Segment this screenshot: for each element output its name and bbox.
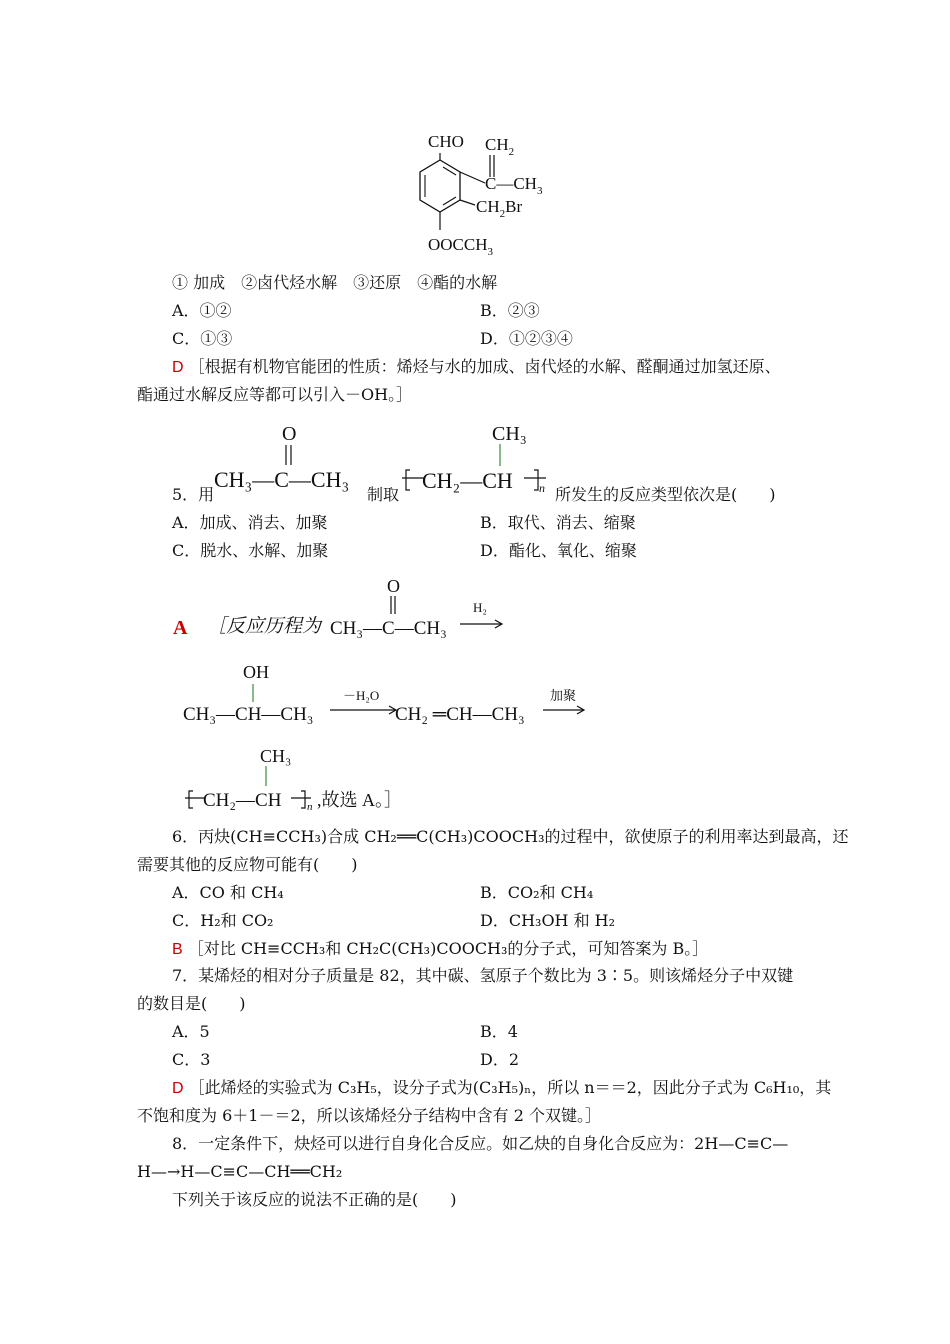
q7-option-c: C．3	[172, 1050, 211, 1069]
acetone-o-2: O	[387, 576, 400, 596]
q4-option-a: A．①②	[172, 301, 232, 320]
ch2-top-label: $CH_2$	[485, 135, 515, 158]
acetone-structure	[212, 420, 372, 500]
polymerize-label: 加聚	[550, 688, 577, 703]
q6-option-b: B．CO₂和 CH₄	[480, 883, 594, 902]
answer-letter: D	[172, 359, 184, 376]
minus-water: －H₂O	[343, 688, 380, 703]
q6-answer	[172, 939, 708, 960]
acetone-chain-2: CH₃—C—CH₃	[330, 618, 447, 639]
q7-explanation-1: ［此烯烃的实验式为 C₃H₅，设分子式为(C₃H₅)ₙ，所以 n＝＝2，因此分子式为 C₆H₁₀，其	[188, 1078, 832, 1097]
polymer-tail: ,故选 A。］	[317, 790, 402, 810]
ester-label: $OOCCH_3$	[428, 235, 494, 258]
q7-explanation-2: 不饱和度为 6＋1－＝2，所以该烯烃分子结构中含有 2 个双键。］	[137, 1106, 601, 1125]
q6-option-c: C．H₂和 CO₂	[172, 911, 274, 930]
q6-option-d: D．CH₃OH 和 H₂	[480, 911, 616, 930]
q5-stem-tail: 所发生的反应类型依次是( )	[555, 485, 776, 504]
q7-option-a: A．5	[172, 1022, 210, 1041]
oh-label: OH	[243, 662, 269, 682]
q7-option-b: B．4	[480, 1022, 518, 1041]
q4-answer	[172, 357, 781, 378]
q5-answer-intro: ［反应历程为	[207, 616, 322, 637]
cho-label: CHO	[428, 132, 464, 151]
q7-answer	[172, 1078, 831, 1099]
q8-stem-2: H—→H—C≡C—CH══CH₂	[137, 1162, 343, 1181]
c-methyl-label: $C—CH_3$	[485, 174, 543, 197]
q4-explanation-2: 酯通过水解反应等都可以引入－OH。］	[137, 385, 413, 404]
q5-option-c: C．脱水、水解、加聚	[172, 541, 329, 560]
propanol: CH₃—CH—CH₃	[183, 704, 314, 725]
answer-letter: A	[173, 617, 188, 639]
polymer-chain: CH₂—CH	[422, 468, 513, 493]
polymer-chain-2: CH₂—CH	[203, 790, 282, 811]
answer-letter: D	[172, 1080, 184, 1097]
ch2br-label: $CH_2Br$	[476, 197, 523, 220]
aldehyde-ester-structure	[400, 125, 590, 265]
answer-letter: B	[172, 941, 183, 958]
acetone-chain: CH₃—C—CH₃	[214, 467, 350, 492]
q8-stem-1: 8．一定条件下，炔烃可以进行自身化合反应。如乙炔的自身化合反应为：2H—C≡C—	[172, 1134, 789, 1153]
q5-number: 5．用	[172, 485, 215, 504]
q4-option-b: B．②③	[480, 301, 540, 320]
q5-option-d: D．酯化、氧化、缩聚	[480, 541, 637, 560]
q4-option-d: D．①②③④	[480, 329, 573, 348]
q5-option-a: A．加成、消去、加聚	[172, 513, 328, 532]
polymer-ch3-2: CH₃	[260, 746, 292, 766]
q7-option-d: D．2	[480, 1050, 520, 1069]
q6-stem-2: 需要其他的反应物可能有( )	[137, 855, 358, 874]
q5-make: 制取	[367, 485, 400, 504]
q6-explanation: ［对比 CH≡CCH₃和 CH₂C(CH₃)COOCH₃的分子式，可知答案为 B。］	[187, 939, 709, 958]
q4-items: ① 加成 ②卤代烃水解 ③还原 ④酯的水解	[172, 273, 498, 292]
polymer-ch3: CH₃	[492, 423, 527, 445]
q5-reaction-scheme	[165, 570, 615, 820]
q7-stem-2: 的数目是( )	[137, 994, 246, 1013]
polymer-n: n	[539, 481, 545, 495]
q6-option-a: A．CO 和 CH₄	[172, 883, 284, 902]
polymer-n-2: n	[307, 801, 313, 813]
polypropylene-structure	[400, 418, 560, 500]
acetone-o: O	[282, 423, 297, 445]
q6-stem-1: 6．丙炔(CH≡CCH₃)合成 CH₂══C(CH₃)COOCH₃的过程中，欲使原子的利用率达到最高，还	[172, 827, 849, 846]
q5-option-b: B．取代、消去、缩聚	[480, 513, 636, 532]
q7-stem-1: 7．某烯烃的相对分子质量是 82，其中碳、氢原子个数比为 3∶5。则该烯烃分子中双键	[172, 966, 794, 985]
q8-stem-3: 下列关于该反应的说法不正确的是( )	[172, 1190, 457, 1209]
q4-explanation-1: ［根据有机物官能团的性质：烯烃与水的加成、卤代烃的水解、醛酮通过加氢还原、	[188, 357, 781, 376]
q4-option-c: C．①③	[172, 329, 233, 348]
h2-label: H₂	[473, 600, 487, 615]
propene: CH₂ ═CH—CH₃	[395, 704, 525, 725]
